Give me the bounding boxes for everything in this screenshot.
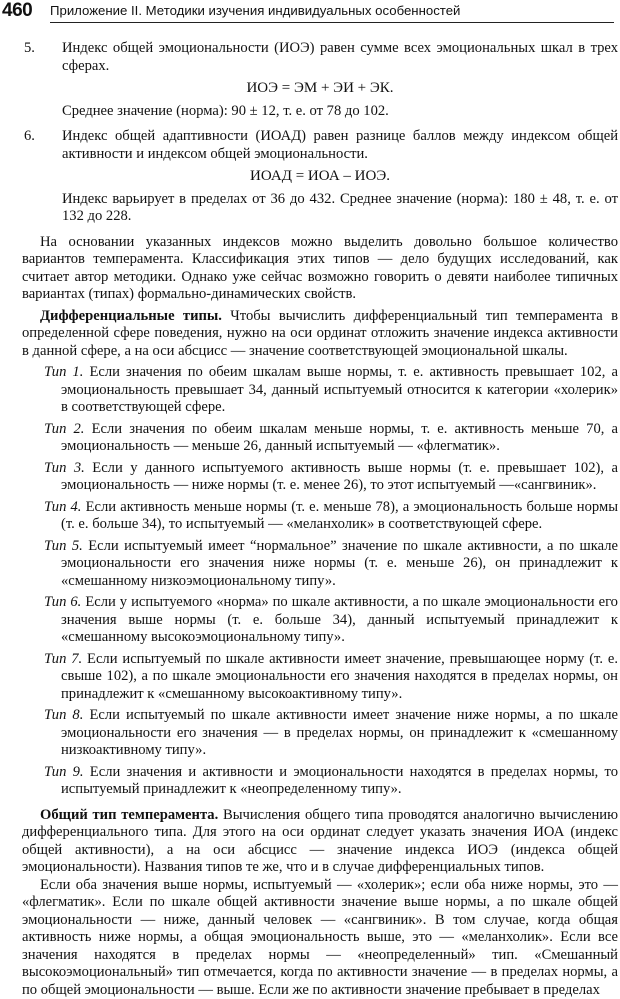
general-type-heading: Общий тип темперамента. — [40, 807, 218, 823]
type-text: Если активность меньше нормы (т. е. меньше 78), а эмоциональность больше нормы (т. е. больше 34), то испытуемый — «меланхолик» в соответствующей сфере. — [61, 499, 618, 533]
intro-paragraph: На основании указанных индексов можно выделить довольно большое количество вариантов темперамента. Классификация этих типов — дело будущих исследований, как считает автор методики. Однако уже сейчас возможно говорить о девяти наиболее типичных вариантах (типах) формально-динамических свойств. — [22, 234, 618, 304]
type-text: Если испытуемый имеет “нормальное” значение по шкале активности, а по шкале эмоциональности его значения ниже нормы (т. е. меньше 26), он принадлежит к «смешанному низкоэмоциональному типу». — [61, 538, 618, 589]
type-text: Если значения по обеим шкалам меньше нормы, т. е. активность меньше 70, а эмоциональность — меньше 26, данный испытуемый — «флегматик». — [61, 421, 618, 455]
page-number: 460 — [2, 1, 32, 20]
item-text: Индекс общей эмоциональности (ИОЭ) равен сумме всех эмоциональных шкал в трех сферах. — [62, 40, 618, 75]
page-header — [0, 0, 620, 22]
type-label: Тип 5. — [44, 538, 83, 554]
general-type-text: Вычисления общего типа проводятся аналогично вычислению дифференциального типа. Для этого на оси ординат следует указать значения ИОА (индекс общей активности), а на оси абсцисс — значение индекса ИОЭ (индекса общей эмоциональности). Названия типов те же, что и в случае дифференциальных типов. — [22, 807, 618, 876]
type-label: Тип 8. — [44, 707, 83, 723]
type-item-5 — [44, 538, 618, 591]
type-item-3 — [44, 460, 618, 495]
page-body — [22, 40, 618, 999]
list-item-6 — [22, 128, 618, 163]
general-type-paragraph — [22, 807, 618, 877]
type-text: Если у испытуемого «норма» по шкале активности, а по шкале эмоциональности его значения выше нормы (т. е. больше 34), данный испытуемый принадлежит к «смешанному высокоэмоциональному типу». — [61, 594, 618, 645]
norm-ioad: Индекс варьирует в пределах от 36 до 432. Среднее значение (норма): 180 ± 48, т. е. от 132 до 228. — [22, 191, 618, 226]
item-text: Индекс общей адаптивности (ИОАД) равен разнице баллов между индексом общей активности и индексом общей эмоциональности. — [62, 128, 618, 163]
list-item-5 — [22, 40, 618, 75]
type-item-9 — [44, 764, 618, 799]
type-label: Тип 7. — [44, 651, 82, 667]
formula-ioad: ИОАД = ИОА – ИОЭ. — [22, 168, 618, 186]
diff-types-heading: Дифференциальные типы. — [40, 308, 222, 324]
final-paragraph: Если оба значения выше нормы, испытуемый — «холерик»; если оба ниже нормы, это — «флегматик». Если по шкале общей активности значение выше нормы, а по шкале общей эмоциональности — ниже, данный человек — «сангвиник». В том случае, когда общая активность ниже нормы, а общая эмоциональность выше, это — «меланхолик». Если все значения находятся в пределах нормы — «неопределенный» тип. «Смешанный высокоэмоциональный» тип отмечается, когда по активности значение — в пределах нормы, а по общей эмоциональности — выше. Если же по активности значение пребывает в пределах — [22, 877, 618, 999]
norm-ioe: Среднее значение (норма): 90 ± 12, т. е. от 78 до 102. — [22, 103, 618, 121]
type-label: Тип 2. — [44, 421, 84, 437]
type-label: Тип 9. — [44, 764, 84, 780]
types-list — [22, 364, 618, 799]
type-text: Если у данного испытуемого активность выше нормы (т. е. превышает 102), а эмоциональность — ниже нормы (т. е. менее 26), то этот испытуемый —«сангвиник». — [61, 460, 618, 494]
type-text: Если значения по обеим шкалам выше нормы, т. е. активность превышает 102, а эмоциональность превышает 34, данный испытуемый относится к категории «холерик» в соответствующей сфере. — [61, 364, 618, 415]
diff-types-text: Чтобы вычислить дифференциальный тип темперамента в определенной сфере поведения, нужно на оси ординат отложить значение индекса активности в данной сфере, а на оси абсцисс — значение соответствующей эмоциональной шкалы. — [22, 308, 618, 359]
type-label: Тип 3. — [44, 460, 85, 476]
type-item-8 — [44, 707, 618, 760]
type-text: Если испытуемый по шкале активности имеет значение, превышающее норму (т. е. свыше 102), а по шкале эмоциональности его значения находятся в пределах нормы, он принадлежит к «смешанному высокоактивному типу». — [61, 651, 618, 702]
formula-ioe: ИОЭ = ЭМ + ЭИ + ЭК. — [22, 80, 618, 98]
type-label: Тип 4. — [44, 499, 81, 515]
type-item-2 — [44, 421, 618, 456]
type-label: Тип 1. — [44, 364, 83, 380]
header-rule — [50, 22, 614, 23]
type-text: Если испытуемый по шкале активности имеет значение ниже нормы, а по шкале эмоциональности его значения — в пределах нормы, он принадлежит к «смешанному низкоактивному типу». — [61, 707, 618, 758]
diff-types-paragraph — [22, 308, 618, 361]
item-number: 5. — [24, 40, 35, 58]
type-item-6 — [44, 594, 618, 647]
type-item-4 — [44, 499, 618, 534]
type-item-7 — [44, 651, 618, 704]
type-item-1 — [44, 364, 618, 417]
type-label: Тип 6. — [44, 594, 81, 610]
type-text: Если значения и активности и эмоциональности находятся в пределах нормы, то испытуемый принадлежит к «неопределенному типу». — [61, 764, 618, 798]
item-number: 6. — [24, 128, 35, 146]
running-head: Приложение II. Методики изучения индивидуальных особенностей — [50, 3, 460, 18]
